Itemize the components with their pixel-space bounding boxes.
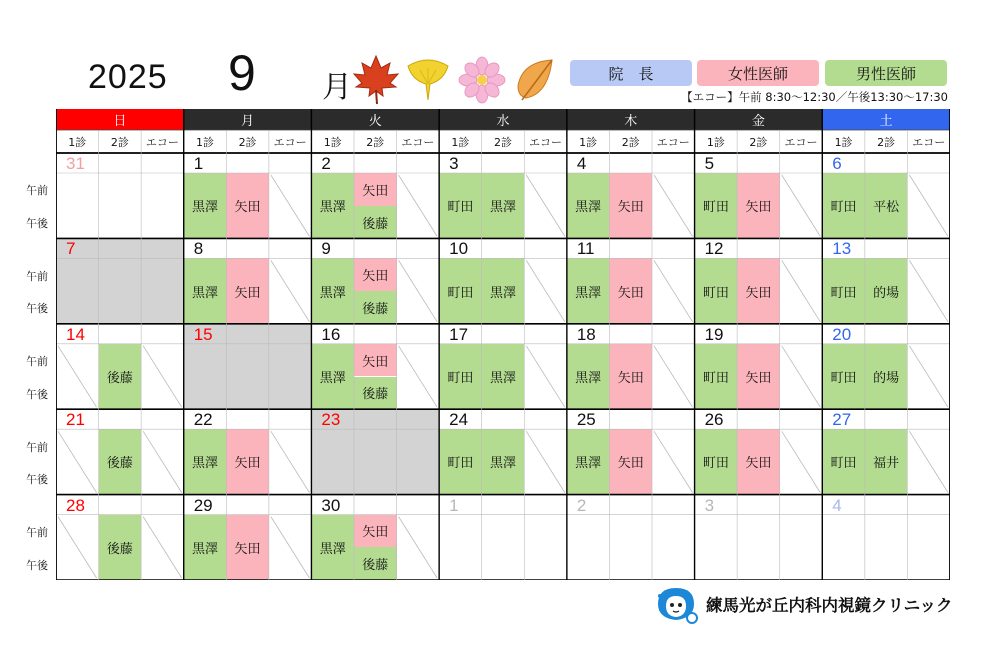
column-subheader: エコー [912, 135, 946, 149]
day-number: 13 [832, 239, 852, 259]
doctor-slot: 黒澤 [482, 258, 525, 323]
echo-slash [782, 175, 821, 236]
day-header: 日 [56, 109, 184, 130]
doctor-slot: 矢田 [737, 344, 780, 409]
doctor-slot-am: 矢田 [354, 344, 397, 377]
doctor-slot: 矢田 [609, 258, 652, 323]
echo-slash [782, 346, 821, 407]
column-subheader: 2診 [621, 135, 640, 149]
doctor-slot: 矢田 [226, 258, 269, 323]
echo-slash [399, 175, 438, 236]
echo-slash [399, 517, 438, 578]
am-label: 午前 [26, 440, 48, 454]
doctor-slot-pm: 後藤 [354, 547, 397, 580]
day-number: 16 [321, 324, 341, 344]
column-subheader: 1診 [195, 135, 214, 149]
echo-slash [526, 260, 565, 321]
echo-slash [909, 260, 948, 321]
day-number: 15 [193, 324, 213, 344]
doctor-slot-am: 矢田 [354, 258, 397, 291]
legend-female-doctor: 女性医師 [697, 60, 819, 86]
doctor-slot: 町田 [439, 258, 482, 323]
day-header: 木 [567, 109, 695, 130]
day-number: 2 [321, 154, 331, 173]
doctor-slot: 町田 [822, 429, 865, 494]
echo-slash [271, 175, 310, 236]
doctor-slot: 黒澤 [184, 258, 227, 323]
echo-slash [654, 175, 693, 236]
echo-slash [271, 431, 310, 492]
day-number: 2 [576, 495, 587, 515]
day-number: 1 [449, 495, 459, 515]
unavailable-slash [58, 431, 97, 492]
day-number: 1 [193, 154, 204, 173]
column-subheader: エコー [656, 135, 690, 149]
maple-leaf-icon [352, 54, 400, 106]
pm-label: 午後 [26, 473, 48, 487]
unavailable-slash [58, 517, 97, 578]
doctor-slot: 町田 [695, 258, 738, 323]
day-number: 6 [832, 154, 842, 173]
am-label: 午前 [26, 184, 48, 198]
doctor-slot: 矢田 [609, 173, 652, 238]
autumn-leaf-icon [512, 56, 558, 104]
column-subheader: 1診 [323, 135, 342, 149]
pm-label: 午後 [26, 217, 48, 231]
column-subheader: エコー [145, 135, 179, 149]
column-subheader: 2診 [366, 135, 385, 149]
day-header: 金 [695, 109, 823, 130]
day-number: 4 [576, 154, 587, 173]
legend-director: 院 長 [570, 60, 692, 86]
doctor-slot: 町田 [439, 344, 482, 409]
doctor-slot: 黒澤 [482, 344, 525, 409]
doctor-slot: 黒澤 [567, 429, 610, 494]
day-number: 9 [321, 239, 331, 259]
day-number: 29 [193, 495, 213, 515]
day-number: 4 [832, 495, 842, 515]
doctor-slot: 黒澤 [567, 344, 610, 409]
day-number: 20 [832, 324, 852, 344]
doctor-slot: 町田 [822, 344, 865, 409]
day-number: 3 [704, 495, 715, 515]
doctor-slot: 町田 [439, 429, 482, 494]
clinic-mascot-icon [652, 584, 700, 626]
doctor-slot: 黒澤 [184, 173, 227, 238]
doctor-slot: 町田 [695, 429, 738, 494]
day-number: 10 [449, 239, 469, 259]
schedule-calendar [26, 109, 950, 580]
day-header: 水 [439, 109, 567, 130]
am-label: 午前 [26, 355, 48, 369]
cosmos-flower-icon [458, 56, 506, 104]
echo-slash [654, 346, 693, 407]
column-subheader: 1診 [706, 135, 725, 149]
doctor-slot: 黒澤 [311, 515, 354, 580]
doctor-slot: 後藤 [99, 344, 142, 409]
pm-label: 午後 [26, 302, 48, 316]
doctor-slot: 黒澤 [567, 258, 610, 323]
day-header: 土 [822, 109, 950, 130]
echo-slash [143, 517, 182, 578]
day-header: 火 [311, 109, 439, 130]
day-number: 24 [449, 410, 469, 430]
echo-slash [399, 260, 438, 321]
day-number: 3 [449, 154, 459, 173]
doctor-slot: 町田 [439, 173, 482, 238]
doctor-slot: 黒澤 [184, 515, 227, 580]
day-number: 14 [66, 324, 85, 344]
legend-male-doctor: 男性医師 [825, 60, 947, 86]
echo-slash [271, 517, 310, 578]
doctor-slot-pm: 後藤 [354, 377, 397, 410]
day-number: 25 [576, 410, 596, 430]
echo-slash [526, 431, 565, 492]
doctor-slot: 黒澤 [482, 173, 525, 238]
day-header: 月 [184, 109, 312, 130]
doctor-slot: 矢田 [226, 429, 269, 494]
pm-label: 午後 [26, 558, 48, 572]
day-number: 30 [321, 495, 341, 515]
column-subheader: 1診 [451, 135, 470, 149]
day-number: 21 [66, 410, 85, 430]
column-subheader: エコー [273, 135, 307, 149]
day-number: 17 [449, 324, 469, 344]
year: 2025 [88, 58, 168, 96]
doctor-slot: 町田 [822, 173, 865, 238]
echo-slash [782, 431, 821, 492]
day-number: 8 [193, 239, 204, 259]
doctor-slot: 後藤 [99, 515, 142, 580]
day-number: 7 [66, 239, 76, 259]
echo-slash [526, 346, 565, 407]
doctor-slot: 黒澤 [567, 173, 610, 238]
column-subheader: エコー [401, 135, 435, 149]
pm-label: 午後 [26, 387, 48, 401]
doctor-slot: 矢田 [737, 258, 780, 323]
day-number: 23 [321, 410, 341, 430]
echo-slash [909, 175, 948, 236]
day-number: 18 [576, 324, 596, 344]
column-subheader: 2診 [749, 135, 768, 149]
doctor-slot: 矢田 [226, 173, 269, 238]
doctor-slot: 後藤 [99, 429, 142, 494]
echo-slash [909, 431, 948, 492]
doctor-slot-am: 矢田 [354, 173, 397, 206]
doctor-slot-pm: 後藤 [354, 206, 397, 239]
doctor-slot: 的場 [865, 344, 908, 409]
doctor-slot: 黒澤 [184, 429, 227, 494]
am-label: 午前 [26, 525, 48, 539]
doctor-slot: 黒澤 [311, 173, 354, 238]
column-subheader: 2診 [877, 135, 896, 149]
column-subheader: エコー [529, 135, 563, 149]
day-number: 26 [704, 410, 724, 430]
doctor-slot: 矢田 [737, 173, 780, 238]
unavailable-slash [58, 346, 97, 407]
column-subheader: 1診 [68, 135, 87, 149]
doctor-slot: 黒澤 [311, 258, 354, 323]
doctor-slot: 黒澤 [311, 344, 354, 409]
echo-slash [654, 260, 693, 321]
day-number: 22 [193, 410, 213, 430]
echo-slash [143, 431, 182, 492]
echo-hours: 【エコー】午前 8:30～12:30／午後13:30～17:30 [681, 90, 948, 104]
echo-slash [909, 346, 948, 407]
column-subheader: 2診 [238, 135, 257, 149]
echo-slash [526, 175, 565, 236]
doctor-slot-pm: 後藤 [354, 291, 397, 324]
day-number: 31 [66, 154, 85, 173]
ginkgo-leaf-icon [404, 56, 452, 102]
echo-slash [654, 431, 693, 492]
echo-slash [399, 346, 438, 407]
doctor-slot: 町田 [695, 344, 738, 409]
doctor-slot: 的場 [865, 258, 908, 323]
month-label: 月 [322, 70, 352, 105]
day-number: 12 [704, 239, 724, 259]
day-number: 27 [832, 410, 852, 430]
clinic-name: 練馬光が丘内科内視鏡クリニック [706, 596, 953, 615]
echo-slash [271, 260, 310, 321]
month-number: 9 [228, 45, 256, 101]
doctor-slot: 矢田 [609, 429, 652, 494]
day-number: 28 [66, 495, 85, 515]
doctor-slot: 福井 [865, 429, 908, 494]
doctor-slot: 黒澤 [482, 429, 525, 494]
column-subheader: 2診 [110, 135, 129, 149]
doctor-slot: 矢田 [609, 344, 652, 409]
echo-slash [782, 260, 821, 321]
day-number: 19 [704, 324, 724, 344]
column-subheader: エコー [784, 135, 818, 149]
doctor-slot-am: 矢田 [354, 515, 397, 548]
column-subheader: 1診 [579, 135, 598, 149]
doctor-slot: 町田 [695, 173, 738, 238]
doctor-slot: 矢田 [737, 429, 780, 494]
doctor-slot: 町田 [822, 258, 865, 323]
column-subheader: 2診 [493, 135, 512, 149]
day-number: 5 [704, 154, 715, 173]
doctor-slot: 矢田 [226, 515, 269, 580]
column-subheader: 1診 [834, 135, 853, 149]
echo-slash [143, 346, 182, 407]
day-number: 11 [576, 239, 595, 259]
am-label: 午前 [26, 269, 48, 283]
doctor-slot: 平松 [865, 173, 908, 238]
